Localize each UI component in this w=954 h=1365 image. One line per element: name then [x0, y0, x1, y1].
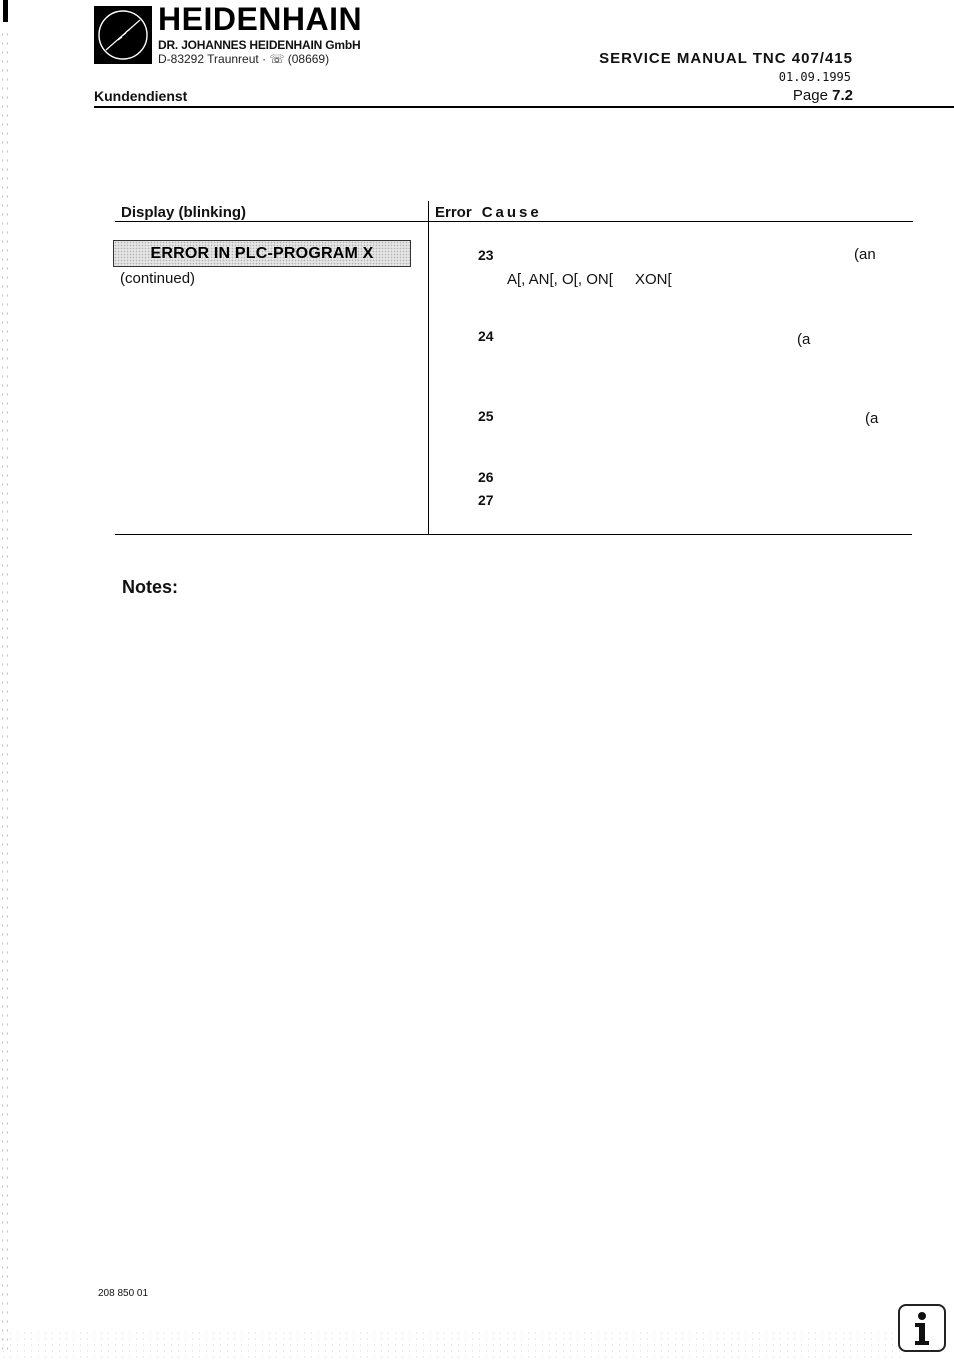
cause-fragment: XON[	[635, 271, 672, 288]
error-number: 27	[478, 492, 494, 508]
manual-date: 01.09.1995	[778, 70, 851, 84]
page-label: Page	[792, 87, 828, 104]
error-number: 25	[478, 408, 494, 424]
cause-fragment: A[, AN[, O[, ON[	[507, 271, 613, 288]
page-number: 7.2	[832, 87, 853, 104]
scan-edge-mark	[3, 0, 8, 22]
notes-heading: Notes:	[122, 577, 179, 597]
continued-note: (continued)	[120, 270, 196, 287]
document-number: 208 850 01	[98, 1288, 149, 1299]
table-header-rule-right	[428, 221, 913, 222]
brand-name: HEIDENHAIN	[158, 1, 363, 37]
error-message-box	[113, 240, 411, 267]
cause-fragment: (a	[797, 331, 811, 348]
cause-heading: Cause	[481, 204, 542, 221]
company-name: DR. JOHANNES HEIDENHAIN GmbH	[158, 38, 361, 52]
heidenhain-logo-icon	[94, 6, 152, 64]
scan-noise-left	[0, 30, 12, 1350]
table-column-divider	[428, 201, 429, 535]
department-label: Kundendienst	[94, 88, 188, 104]
error-number: 24	[478, 328, 494, 344]
company-address: D-83292 Traunreut · ☏ (08669)	[158, 52, 330, 66]
info-icon[interactable]	[898, 1304, 946, 1352]
page-indicator	[793, 87, 853, 104]
cause-fragment: (an	[854, 246, 876, 263]
table-header-rule-left	[115, 221, 428, 222]
table-bottom-rule	[115, 534, 912, 535]
scan-noise-bottom	[0, 1330, 900, 1360]
header-divider	[94, 106, 954, 108]
cause-fragment: (a	[865, 410, 879, 427]
error-message-text: ERROR IN PLC-PROGRAM X	[150, 244, 374, 262]
manual-title: SERVICE MANUAL TNC 407/415	[599, 50, 853, 67]
error-heading: Error	[435, 204, 472, 221]
column-header-error	[435, 204, 542, 221]
error-number: 23	[478, 247, 494, 263]
column-header-display: Display (blinking)	[121, 204, 247, 221]
error-number: 26	[478, 469, 494, 485]
